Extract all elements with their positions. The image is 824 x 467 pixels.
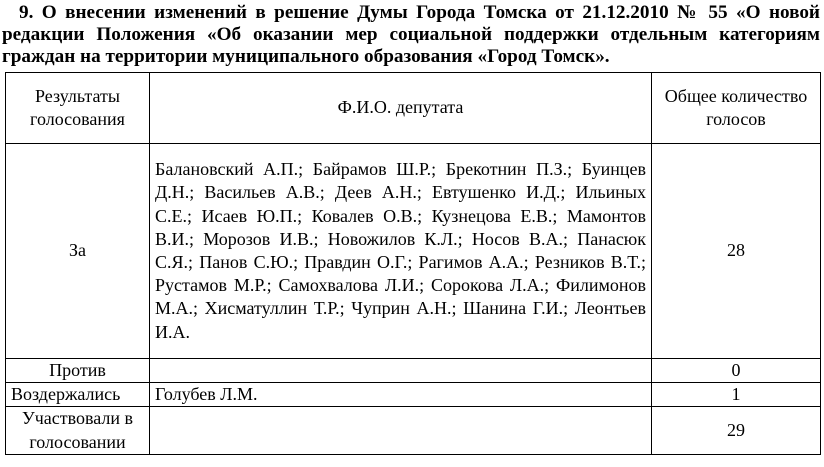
header-deputy-names: Ф.И.О. депутата <box>150 73 652 144</box>
deputy-names-for: Балановский А.П.; Байрамов Ш.Р.; Брекотнин П.З.; Буинцев Д.Н.; Васильев А.В.; Деев А.Н.; Евтушенко И.Д.; Ильиных С.Е.; Исаев Ю.П.; Ковалев О.В.; Кузнецова Е.В.; Мамонтов В.И.; Морозов И.В.; Новожилов К.Л.; Носов В.А.; Панасюк С.Я.; Панов С.Ю.; Правдин О.Г.; Рагимов А.А.; Резников В.Т.; Рустамов М.Р.; Самохвалова Л.И.; Сорокова Л.А.; Филимонов М.А.; Хисматуллин Т.Р.; Чуприн А.Н.; Шанина Г.И.; Леонтьев И.А. <box>150 144 652 359</box>
table-row-abstained <box>6 383 821 407</box>
vote-count-for: 28 <box>652 144 821 359</box>
table-row-against <box>6 359 821 383</box>
result-label-participated: Участвовали в голосовании <box>6 407 150 454</box>
result-label-against: Против <box>6 359 150 383</box>
deputy-names-abstained: Голубев Л.М. <box>150 383 652 407</box>
deputy-names-against <box>150 359 652 383</box>
header-voting-results: Результаты голосования <box>6 73 150 144</box>
vote-count-against: 0 <box>652 359 821 383</box>
voting-results-table <box>5 72 821 455</box>
result-label-abstained: Воздержались <box>6 383 150 407</box>
table-header-row <box>6 73 821 144</box>
table-row-participated <box>6 407 821 454</box>
deputy-names-participated <box>150 407 652 454</box>
table-row-for <box>6 144 821 359</box>
agenda-item-heading: 9. О внесении изменений в решение Думы Города Томска от 21.12.2010 № 55 «О новой редакции Положения «Об оказании мер социальной поддержки отдельным категориям граждан на территории муниципального образования «Город Томск». <box>2 2 820 67</box>
vote-count-abstained: 1 <box>652 383 821 407</box>
result-label-for: За <box>6 144 150 359</box>
vote-count-participated: 29 <box>652 407 821 454</box>
header-total-votes: Общее количество голосов <box>652 73 821 144</box>
